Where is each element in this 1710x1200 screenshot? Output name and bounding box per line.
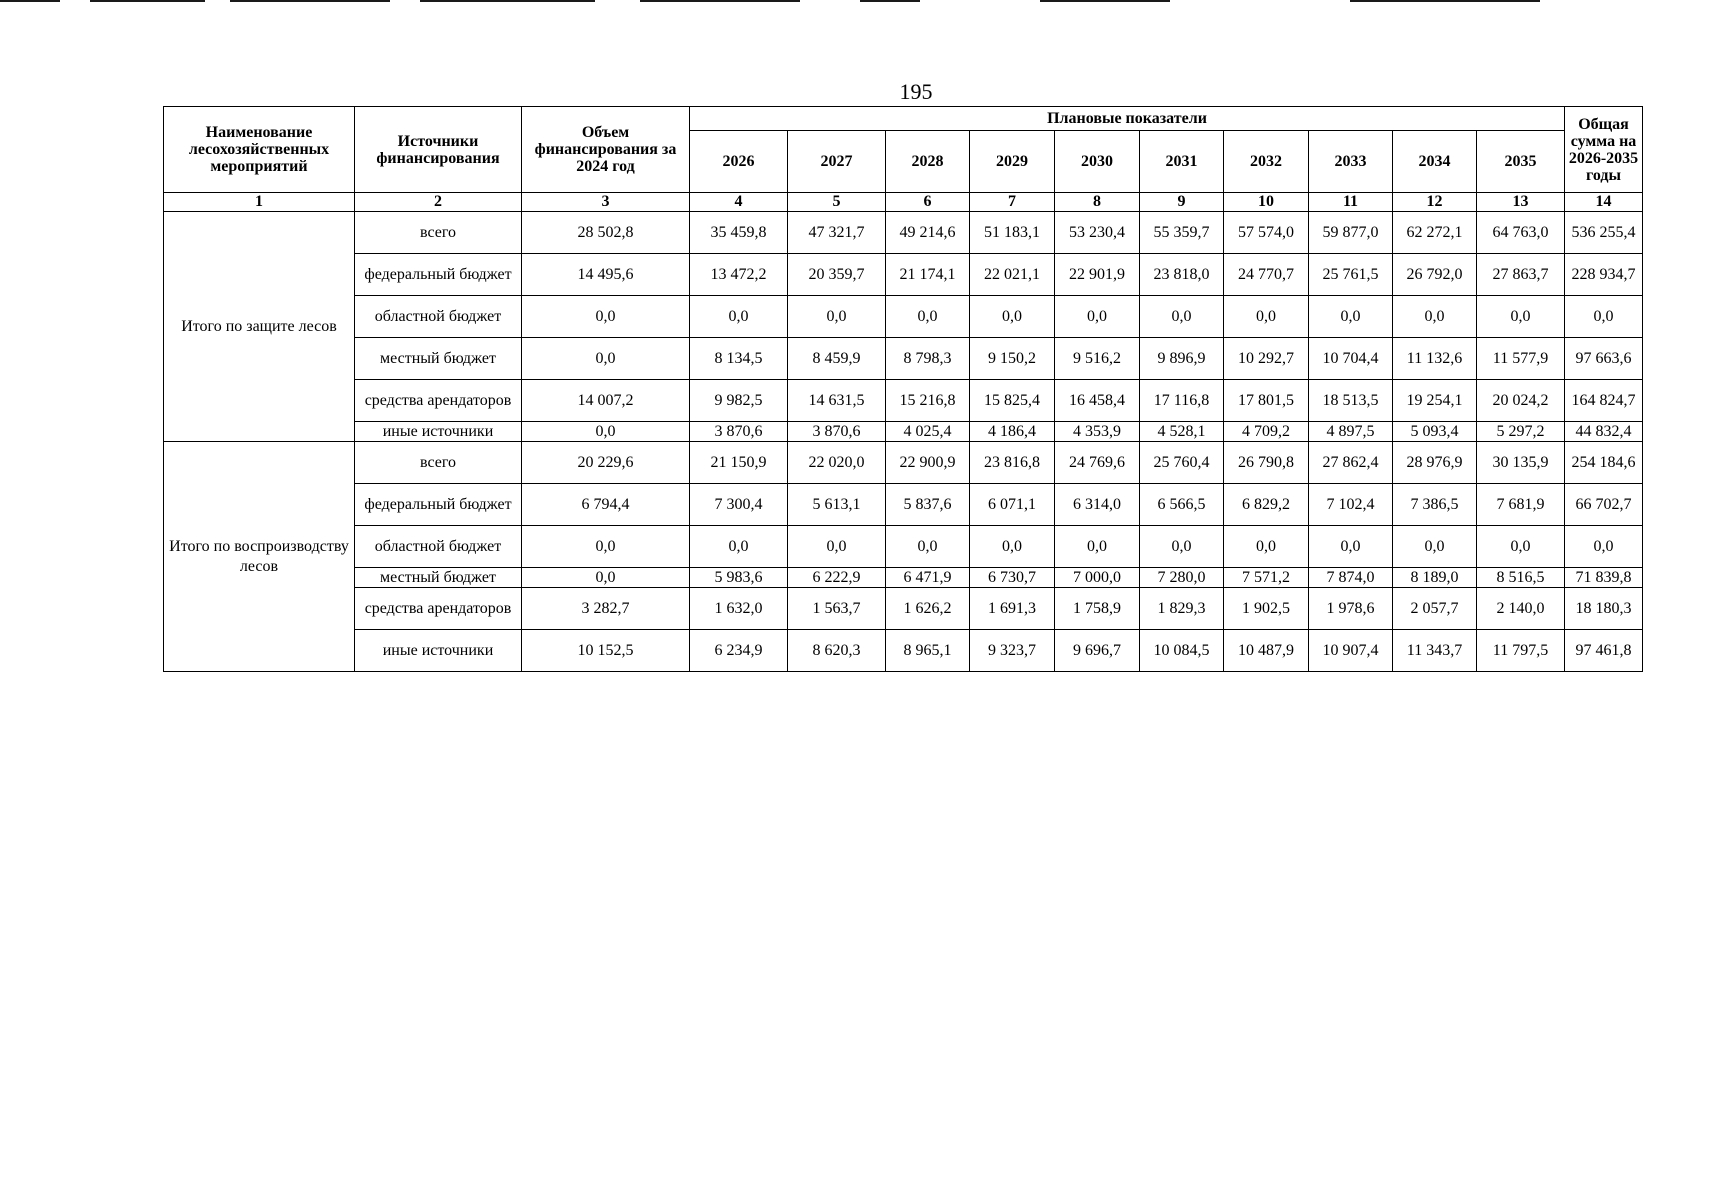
table-row xyxy=(164,380,1643,422)
column-number: 2 xyxy=(355,193,522,212)
value-cell: 22 021,1 xyxy=(970,254,1055,296)
value-cell: 21 150,9 xyxy=(690,442,788,484)
column-number: 5 xyxy=(788,193,886,212)
value-cell: 11 343,7 xyxy=(1393,630,1477,672)
header-year: 2029 xyxy=(970,131,1055,193)
table-header xyxy=(164,107,1643,212)
table-row xyxy=(164,568,1643,588)
value-cell: 26 792,0 xyxy=(1393,254,1477,296)
scan-edge-line xyxy=(860,0,920,2)
scan-edge-line xyxy=(90,0,205,2)
value-cell: 26 790,8 xyxy=(1224,442,1309,484)
financing-table xyxy=(163,106,1643,672)
column-number: 4 xyxy=(690,193,788,212)
value-cell: 30 135,9 xyxy=(1477,442,1565,484)
value-cell: 0,0 xyxy=(522,422,690,442)
value-cell: 4 353,9 xyxy=(1055,422,1140,442)
value-cell: 66 702,7 xyxy=(1565,484,1643,526)
value-cell: 25 761,5 xyxy=(1309,254,1393,296)
value-cell: 10 292,7 xyxy=(1224,338,1309,380)
funding-source: федеральный бюджет xyxy=(355,254,522,296)
value-cell: 10 487,9 xyxy=(1224,630,1309,672)
funding-source: средства арендаторов xyxy=(355,380,522,422)
value-cell: 71 839,8 xyxy=(1565,568,1643,588)
value-cell: 1 902,5 xyxy=(1224,588,1309,630)
value-cell: 6 071,1 xyxy=(970,484,1055,526)
value-cell: 0,0 xyxy=(522,526,690,568)
value-cell: 228 934,7 xyxy=(1565,254,1643,296)
value-cell: 27 863,7 xyxy=(1477,254,1565,296)
header-year: 2035 xyxy=(1477,131,1565,193)
value-cell: 16 458,4 xyxy=(1055,380,1140,422)
value-cell: 1 758,9 xyxy=(1055,588,1140,630)
column-number: 9 xyxy=(1140,193,1224,212)
value-cell: 0,0 xyxy=(1565,296,1643,338)
value-cell: 6 566,5 xyxy=(1140,484,1224,526)
value-cell: 8 620,3 xyxy=(788,630,886,672)
value-cell: 7 000,0 xyxy=(1055,568,1140,588)
value-cell: 0,0 xyxy=(1055,526,1140,568)
funding-source: всего xyxy=(355,442,522,484)
value-cell: 7 874,0 xyxy=(1309,568,1393,588)
value-cell: 6 829,2 xyxy=(1224,484,1309,526)
header-year: 2033 xyxy=(1309,131,1393,193)
value-cell: 22 900,9 xyxy=(886,442,970,484)
value-cell: 7 300,4 xyxy=(690,484,788,526)
value-cell: 9 516,2 xyxy=(1055,338,1140,380)
value-cell: 49 214,6 xyxy=(886,212,970,254)
value-cell: 0,0 xyxy=(788,526,886,568)
value-cell: 59 877,0 xyxy=(1309,212,1393,254)
value-cell: 6 234,9 xyxy=(690,630,788,672)
value-cell: 536 255,4 xyxy=(1565,212,1643,254)
value-cell: 0,0 xyxy=(970,296,1055,338)
value-cell: 17 116,8 xyxy=(1140,380,1224,422)
group-name: Итого по защите лесов xyxy=(164,212,355,442)
value-cell: 5 983,6 xyxy=(690,568,788,588)
header-year: 2032 xyxy=(1224,131,1309,193)
funding-source: иные источники xyxy=(355,630,522,672)
header-total: Общая сумма на 2026-2035 годы xyxy=(1565,107,1643,193)
value-cell: 0,0 xyxy=(1055,296,1140,338)
value-cell: 97 663,6 xyxy=(1565,338,1643,380)
value-cell: 3 282,7 xyxy=(522,588,690,630)
value-cell: 6 794,4 xyxy=(522,484,690,526)
value-cell: 53 230,4 xyxy=(1055,212,1140,254)
value-cell: 0,0 xyxy=(1565,526,1643,568)
value-cell: 22 020,0 xyxy=(788,442,886,484)
value-cell: 23 816,8 xyxy=(970,442,1055,484)
value-cell: 20 359,7 xyxy=(788,254,886,296)
value-cell: 0,0 xyxy=(1393,296,1477,338)
scan-edge-line xyxy=(420,0,595,2)
value-cell: 11 132,6 xyxy=(1393,338,1477,380)
funding-source: федеральный бюджет xyxy=(355,484,522,526)
table-row xyxy=(164,484,1643,526)
column-number: 14 xyxy=(1565,193,1643,212)
value-cell: 0,0 xyxy=(1477,296,1565,338)
value-cell: 5 093,4 xyxy=(1393,422,1477,442)
value-cell: 6 471,9 xyxy=(886,568,970,588)
value-cell: 18 180,3 xyxy=(1565,588,1643,630)
value-cell: 9 896,9 xyxy=(1140,338,1224,380)
value-cell: 0,0 xyxy=(522,296,690,338)
value-cell: 14 631,5 xyxy=(788,380,886,422)
column-number: 6 xyxy=(886,193,970,212)
value-cell: 18 513,5 xyxy=(1309,380,1393,422)
value-cell: 25 760,4 xyxy=(1140,442,1224,484)
value-cell: 0,0 xyxy=(522,338,690,380)
scan-edge-line xyxy=(1350,0,1540,2)
group-name: Итого по воспроизводству лесов xyxy=(164,442,355,672)
header-year: 2034 xyxy=(1393,131,1477,193)
value-cell: 1 563,7 xyxy=(788,588,886,630)
value-cell: 0,0 xyxy=(1477,526,1565,568)
value-cell: 28 502,8 xyxy=(522,212,690,254)
funding-source: областной бюджет xyxy=(355,526,522,568)
column-number: 12 xyxy=(1393,193,1477,212)
value-cell: 3 870,6 xyxy=(690,422,788,442)
value-cell: 0,0 xyxy=(970,526,1055,568)
column-number: 10 xyxy=(1224,193,1309,212)
funding-source: областной бюджет xyxy=(355,296,522,338)
value-cell: 7 386,5 xyxy=(1393,484,1477,526)
header-year: 2028 xyxy=(886,131,970,193)
value-cell: 8 189,0 xyxy=(1393,568,1477,588)
header-source: Источники финансирования xyxy=(355,107,522,193)
value-cell: 8 459,9 xyxy=(788,338,886,380)
funding-source: иные источники xyxy=(355,422,522,442)
value-cell: 0,0 xyxy=(1224,296,1309,338)
funding-source: средства арендаторов xyxy=(355,588,522,630)
value-cell: 6 730,7 xyxy=(970,568,1055,588)
value-cell: 55 359,7 xyxy=(1140,212,1224,254)
table-row xyxy=(164,422,1643,442)
table-row xyxy=(164,296,1643,338)
column-number: 7 xyxy=(970,193,1055,212)
scan-edge-line xyxy=(640,0,800,2)
funding-source: местный бюджет xyxy=(355,568,522,588)
value-cell: 7 681,9 xyxy=(1477,484,1565,526)
header-year: 2031 xyxy=(1140,131,1224,193)
value-cell: 254 184,6 xyxy=(1565,442,1643,484)
value-cell: 10 704,4 xyxy=(1309,338,1393,380)
column-number: 3 xyxy=(522,193,690,212)
value-cell: 51 183,1 xyxy=(970,212,1055,254)
value-cell: 1 691,3 xyxy=(970,588,1055,630)
value-cell: 7 571,2 xyxy=(1224,568,1309,588)
header-year: 2027 xyxy=(788,131,886,193)
value-cell: 0,0 xyxy=(1140,296,1224,338)
value-cell: 0,0 xyxy=(886,526,970,568)
value-cell: 10 152,5 xyxy=(522,630,690,672)
value-cell: 0,0 xyxy=(1309,296,1393,338)
value-cell: 1 626,2 xyxy=(886,588,970,630)
value-cell: 5 837,6 xyxy=(886,484,970,526)
header-volume: Объем финансирования за 2024 год xyxy=(522,107,690,193)
value-cell: 9 696,7 xyxy=(1055,630,1140,672)
value-cell: 64 763,0 xyxy=(1477,212,1565,254)
value-cell: 4 025,4 xyxy=(886,422,970,442)
value-cell: 5 297,2 xyxy=(1477,422,1565,442)
value-cell: 44 832,4 xyxy=(1565,422,1643,442)
value-cell: 62 272,1 xyxy=(1393,212,1477,254)
value-cell: 19 254,1 xyxy=(1393,380,1477,422)
value-cell: 6 314,0 xyxy=(1055,484,1140,526)
value-cell: 4 528,1 xyxy=(1140,422,1224,442)
value-cell: 28 976,9 xyxy=(1393,442,1477,484)
table-row xyxy=(164,338,1643,380)
table-row xyxy=(164,442,1643,484)
value-cell: 1 829,3 xyxy=(1140,588,1224,630)
value-cell: 14 495,6 xyxy=(522,254,690,296)
column-number: 1 xyxy=(164,193,355,212)
value-cell: 164 824,7 xyxy=(1565,380,1643,422)
value-cell: 97 461,8 xyxy=(1565,630,1643,672)
header-activity: Наименование лесохозяйственных мероприятий xyxy=(164,107,355,193)
value-cell: 27 862,4 xyxy=(1309,442,1393,484)
funding-source: местный бюджет xyxy=(355,338,522,380)
value-cell: 4 897,5 xyxy=(1309,422,1393,442)
value-cell: 9 150,2 xyxy=(970,338,1055,380)
header-year: 2030 xyxy=(1055,131,1140,193)
value-cell: 0,0 xyxy=(788,296,886,338)
value-cell: 35 459,8 xyxy=(690,212,788,254)
scan-edge-line xyxy=(1040,0,1170,2)
column-number: 8 xyxy=(1055,193,1140,212)
value-cell: 9 982,5 xyxy=(690,380,788,422)
scan-edge-line xyxy=(0,0,60,2)
value-cell: 10 907,4 xyxy=(1309,630,1393,672)
page-number: 195 xyxy=(899,79,933,104)
value-cell: 8 965,1 xyxy=(886,630,970,672)
value-cell: 57 574,0 xyxy=(1224,212,1309,254)
table-row xyxy=(164,588,1643,630)
scan-edge-line xyxy=(230,0,390,2)
value-cell: 0,0 xyxy=(690,526,788,568)
value-cell: 11 797,5 xyxy=(1477,630,1565,672)
value-cell: 7 280,0 xyxy=(1140,568,1224,588)
value-cell: 0,0 xyxy=(1393,526,1477,568)
value-cell: 0,0 xyxy=(1224,526,1309,568)
value-cell: 15 216,8 xyxy=(886,380,970,422)
table-row xyxy=(164,526,1643,568)
table-row xyxy=(164,212,1643,254)
value-cell: 3 870,6 xyxy=(788,422,886,442)
table-row xyxy=(164,630,1643,672)
value-cell: 1 978,6 xyxy=(1309,588,1393,630)
value-cell: 24 769,6 xyxy=(1055,442,1140,484)
value-cell: 20 229,6 xyxy=(522,442,690,484)
value-cell: 22 901,9 xyxy=(1055,254,1140,296)
value-cell: 0,0 xyxy=(690,296,788,338)
value-cell: 6 222,9 xyxy=(788,568,886,588)
column-number: 11 xyxy=(1309,193,1393,212)
value-cell: 17 801,5 xyxy=(1224,380,1309,422)
value-cell: 8 516,5 xyxy=(1477,568,1565,588)
value-cell: 20 024,2 xyxy=(1477,380,1565,422)
value-cell: 8 798,3 xyxy=(886,338,970,380)
column-number: 13 xyxy=(1477,193,1565,212)
value-cell: 24 770,7 xyxy=(1224,254,1309,296)
value-cell: 5 613,1 xyxy=(788,484,886,526)
value-cell: 23 818,0 xyxy=(1140,254,1224,296)
value-cell: 14 007,2 xyxy=(522,380,690,422)
value-cell: 11 577,9 xyxy=(1477,338,1565,380)
value-cell: 13 472,2 xyxy=(690,254,788,296)
value-cell: 10 084,5 xyxy=(1140,630,1224,672)
value-cell: 4 186,4 xyxy=(970,422,1055,442)
value-cell: 8 134,5 xyxy=(690,338,788,380)
value-cell: 0,0 xyxy=(522,568,690,588)
value-cell: 7 102,4 xyxy=(1309,484,1393,526)
value-cell: 2 057,7 xyxy=(1393,588,1477,630)
header-planned: Плановые показатели xyxy=(690,107,1565,131)
header-year: 2026 xyxy=(690,131,788,193)
value-cell: 2 140,0 xyxy=(1477,588,1565,630)
value-cell: 0,0 xyxy=(1309,526,1393,568)
value-cell: 4 709,2 xyxy=(1224,422,1309,442)
value-cell: 15 825,4 xyxy=(970,380,1055,422)
value-cell: 0,0 xyxy=(1140,526,1224,568)
value-cell: 1 632,0 xyxy=(690,588,788,630)
funding-source: всего xyxy=(355,212,522,254)
value-cell: 21 174,1 xyxy=(886,254,970,296)
value-cell: 47 321,7 xyxy=(788,212,886,254)
value-cell: 9 323,7 xyxy=(970,630,1055,672)
table-row xyxy=(164,254,1643,296)
table-body xyxy=(164,212,1643,672)
value-cell: 0,0 xyxy=(886,296,970,338)
